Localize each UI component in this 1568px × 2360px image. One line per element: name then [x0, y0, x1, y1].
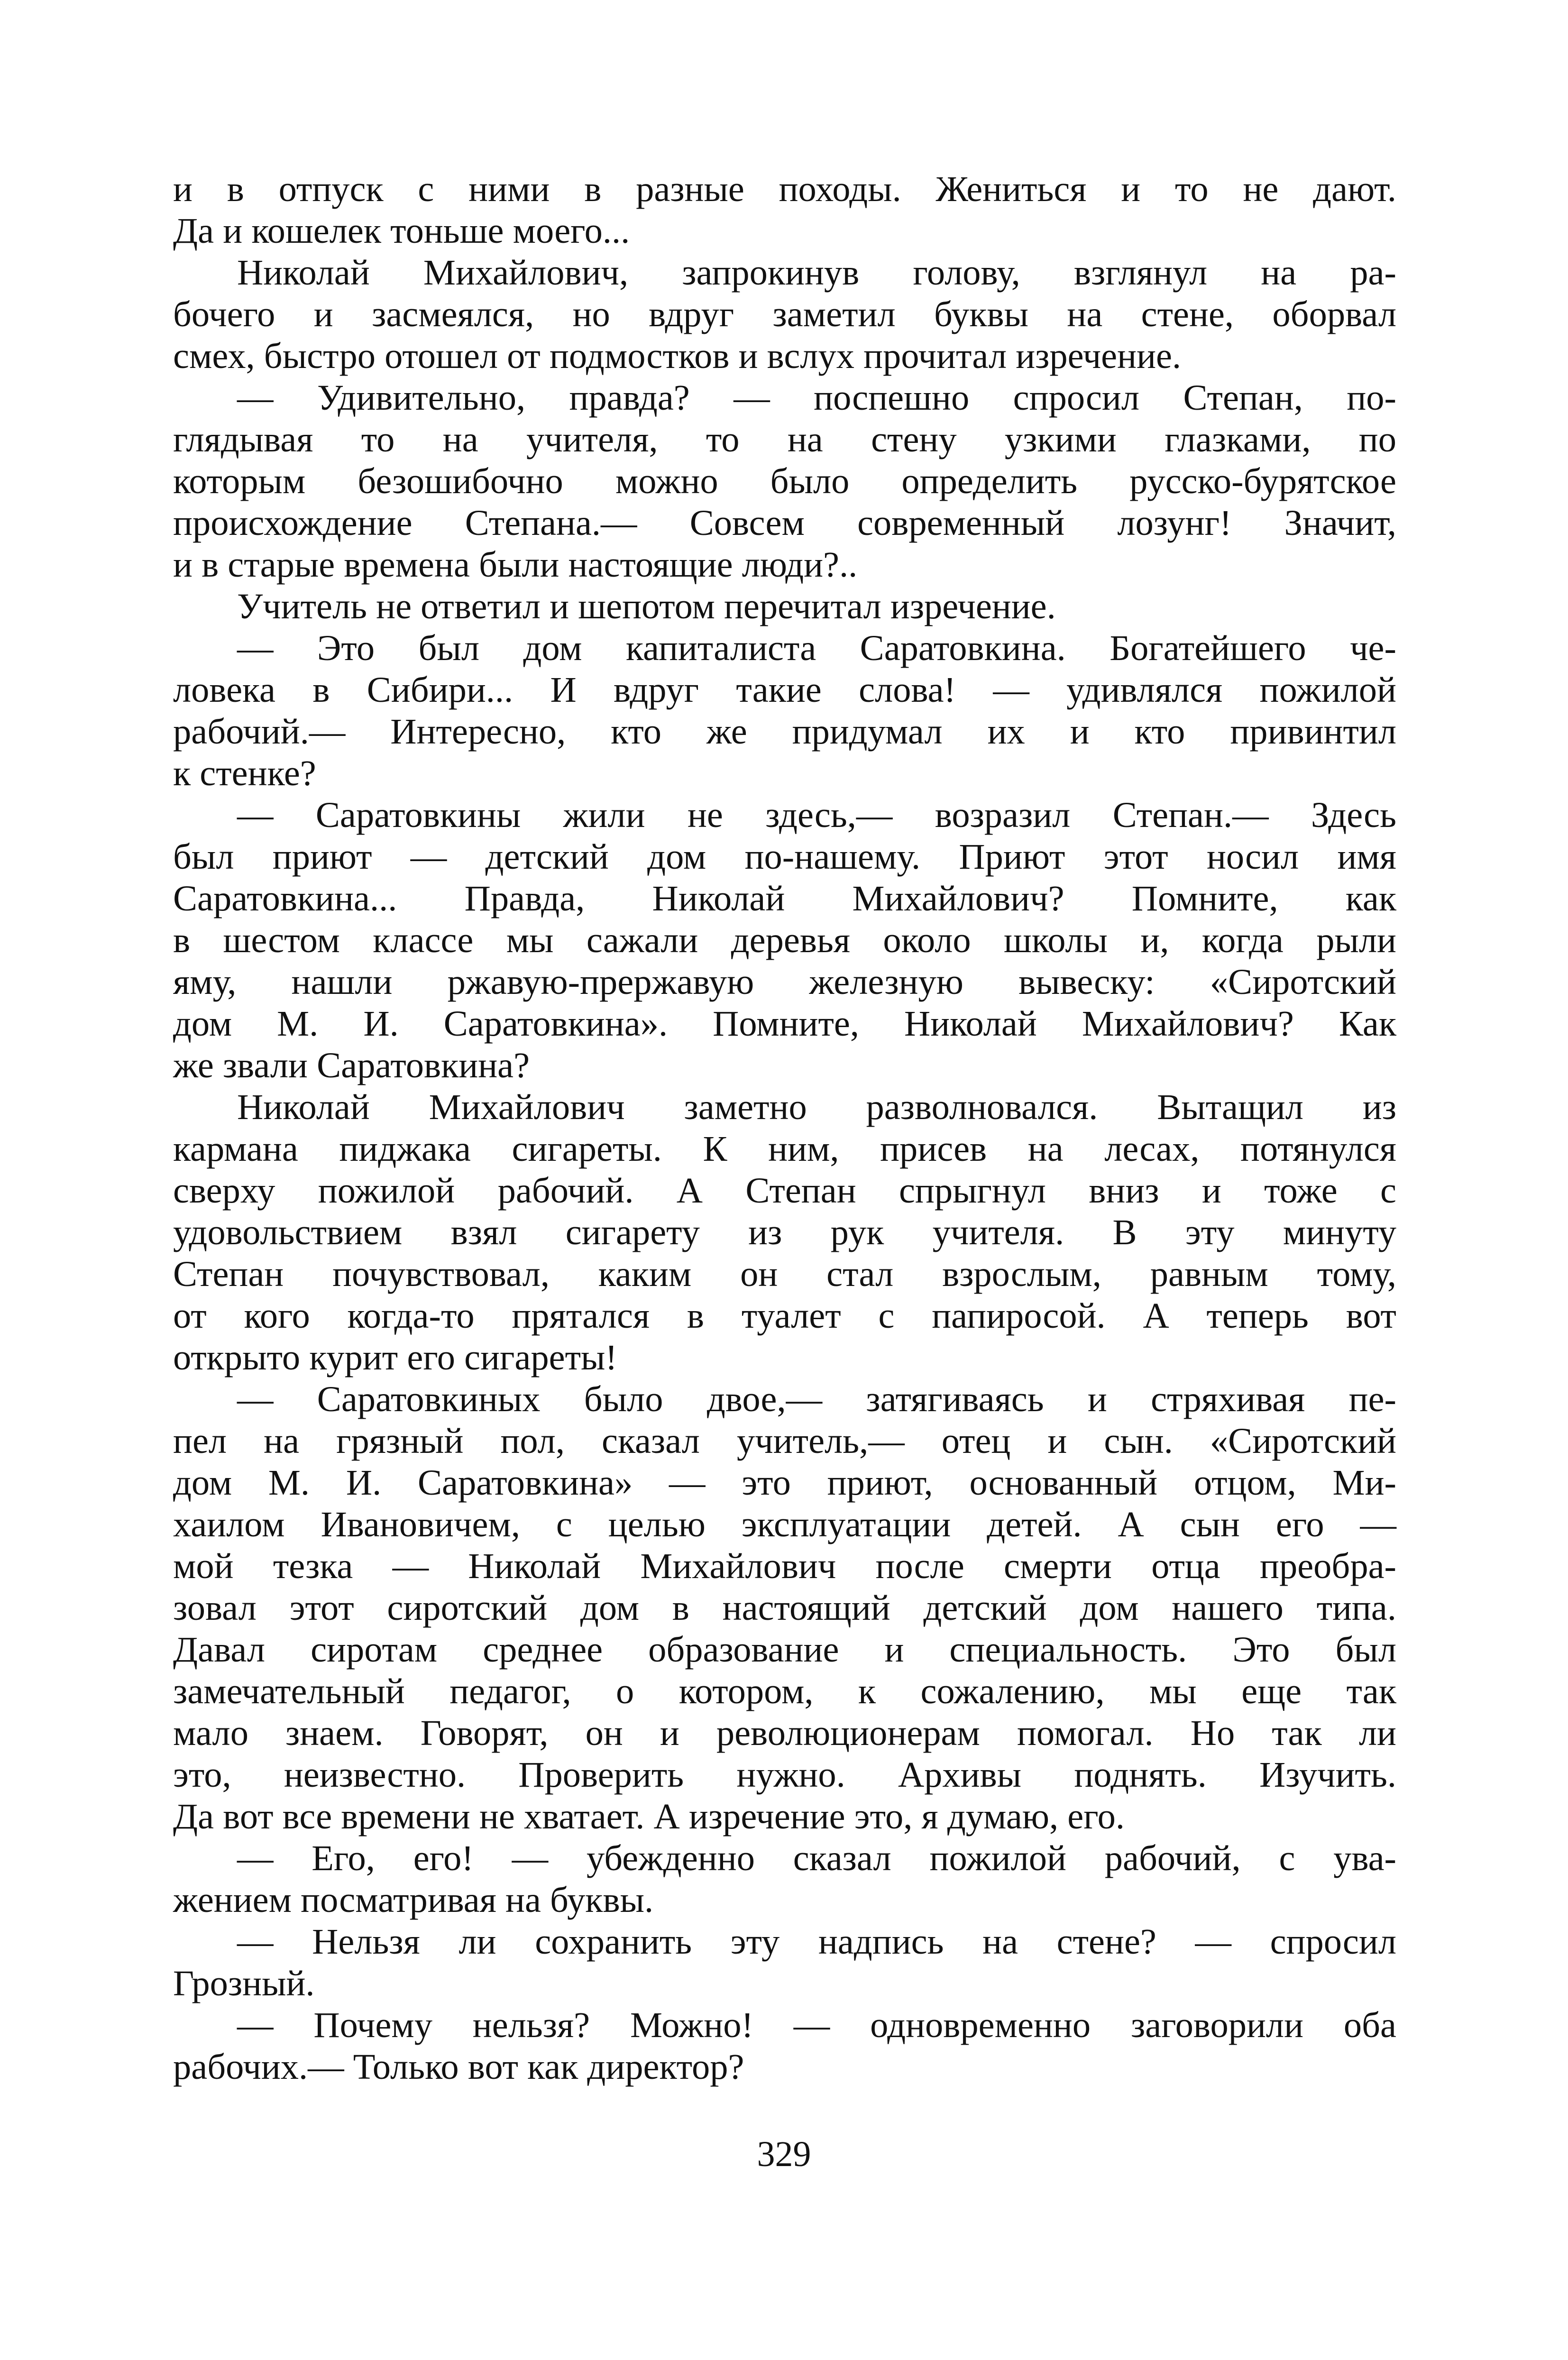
paragraph — [173, 168, 1396, 252]
text-line: открыто курит его сигареты! — [173, 1337, 617, 1377]
text-line: мой тезка — Николай Михайлович после смерти отца преобра- — [173, 1546, 1396, 1586]
paragraph — [173, 627, 1396, 794]
text-line: кармана пиджака сигареты. К ним, присев на лесах, потянулся — [173, 1129, 1396, 1169]
text-line: это, неизвестно. Проверить нужно. Архивы поднять. Изучить. — [173, 1754, 1396, 1795]
text-line: сверху пожилой рабочий. А Степан спрыгнул вниз и тоже с — [173, 1170, 1396, 1211]
paragraph — [173, 252, 1396, 377]
text-line: от кого когда-то прятался в туалет с папиросой. А теперь вот — [173, 1295, 1396, 1336]
text-line: жением посматривая на буквы. — [173, 1880, 654, 1920]
text-line: — Это был дом капиталиста Саратовкина. Богатейшего че- — [237, 628, 1396, 668]
text-line: хаилом Ивановичем, с целью эксплуатации детей. А сын его — — [173, 1504, 1396, 1544]
text-line: Да вот все времени не хватает. А изречение это, я думаю, его. — [173, 1796, 1125, 1837]
text-line: яму, нашли ржавую-прержавую железную вывеску: «Сиротский — [173, 962, 1396, 1002]
paragraph — [173, 2004, 1396, 2088]
body-text — [173, 168, 1396, 2088]
text-line: Учитель не ответил и шепотом перечитал изречение. — [237, 586, 1056, 626]
page-number: 329 — [757, 2134, 811, 2174]
text-line: был приют — детский дом по-нашему. Приют этот носил имя — [173, 836, 1396, 877]
paragraph — [173, 794, 1396, 1086]
text-line: замечательный педагог, о котором, к сожалению, мы еще так — [173, 1671, 1396, 1711]
text-line: пел на грязный пол, сказал учитель,— отец и сын. «Сиротский — [173, 1421, 1396, 1461]
text-line: рабочих.— Только вот как директор? — [173, 2047, 744, 2087]
text-line: в шестом классе мы сажали деревья около школы и, когда рыли — [173, 920, 1396, 960]
text-line: и в отпуск с ними в разные походы. Жениться и то не дают. — [173, 169, 1396, 209]
text-line: Грозный. — [173, 1963, 315, 2003]
text-line: ловека в Сибири... И вдруг такие слова! — удивлялся пожилой — [173, 670, 1396, 710]
text-line: дом М. И. Саратовкина» — это приют, основанный отцом, Ми- — [173, 1462, 1396, 1503]
text-line: Саратовкина... Правда, Николай Михайлович? Помните, как — [173, 878, 1396, 918]
text-line: и в старые времена были настоящие люди?.. — [173, 544, 858, 585]
text-line: — Его, его! — убежденно сказал пожилой рабочий, с ува- — [237, 1838, 1396, 1878]
text-line: — Саратовкиных было двое,— затягиваясь и стряхивая пе- — [237, 1379, 1396, 1419]
text-line: бочего и засмеялся, но вдруг заметил буквы на стене, оборвал — [173, 294, 1396, 334]
text-line: Николай Михайлович, запрокинув голову, взглянул на ра- — [237, 252, 1396, 293]
paragraph — [173, 1086, 1396, 1378]
text-line: зовал этот сиротский дом в настоящий детский дом нашего типа. — [173, 1588, 1396, 1628]
text-line: которым безошибочно можно было определить русско-бурятское — [173, 461, 1396, 501]
text-line: — Нельзя ли сохранить эту надпись на стене? — спросил — [237, 1921, 1396, 1962]
text-line: Степан почувствовал, каким он стал взрослым, равным тому, — [173, 1254, 1396, 1294]
paragraph — [173, 1837, 1396, 1921]
text-line: происхождение Степана.— Совсем современный лозунг! Значит, — [173, 503, 1396, 543]
text-line: мало знаем. Говорят, он и революционерам помогал. Но так ли — [173, 1713, 1396, 1753]
text-line: смех, быстро отошел от подмостков и вслух прочитал изречение. — [173, 336, 1182, 376]
text-line: — Удивительно, правда? — поспешно спросил Степан, по- — [237, 377, 1396, 418]
text-line: — Почему нельзя? Можно! — одновременно заговорили оба — [237, 2005, 1396, 2045]
paragraph — [173, 1378, 1396, 1837]
paragraph — [173, 1921, 1396, 2004]
text-line: удовольствием взял сигарету из рук учителя. В эту минуту — [173, 1212, 1396, 1252]
text-line: Да и кошелек тоньше моего... — [173, 211, 630, 251]
text-line: глядывая то на учителя, то на стену узкими глазками, по — [173, 419, 1396, 459]
text-line: дом М. И. Саратовкина». Помните, Николай Михайлович? Как — [173, 1003, 1396, 1044]
text-line: Николай Михайлович заметно разволновался. Вытащил из — [237, 1087, 1396, 1127]
text-line: Давал сиротам среднее образование и специальность. Это был — [173, 1629, 1396, 1670]
text-line: рабочий.— Интересно, кто же придумал их и кто привинтил — [173, 711, 1396, 752]
book-page — [173, 168, 1396, 2088]
text-line: — Саратовкины жили не здесь,— возразил Степан.— Здесь — [237, 795, 1396, 835]
text-line: же звали Саратовкина? — [173, 1045, 530, 1085]
paragraph — [173, 377, 1396, 586]
text-line: к стенке? — [173, 753, 316, 793]
paragraph — [173, 586, 1396, 627]
